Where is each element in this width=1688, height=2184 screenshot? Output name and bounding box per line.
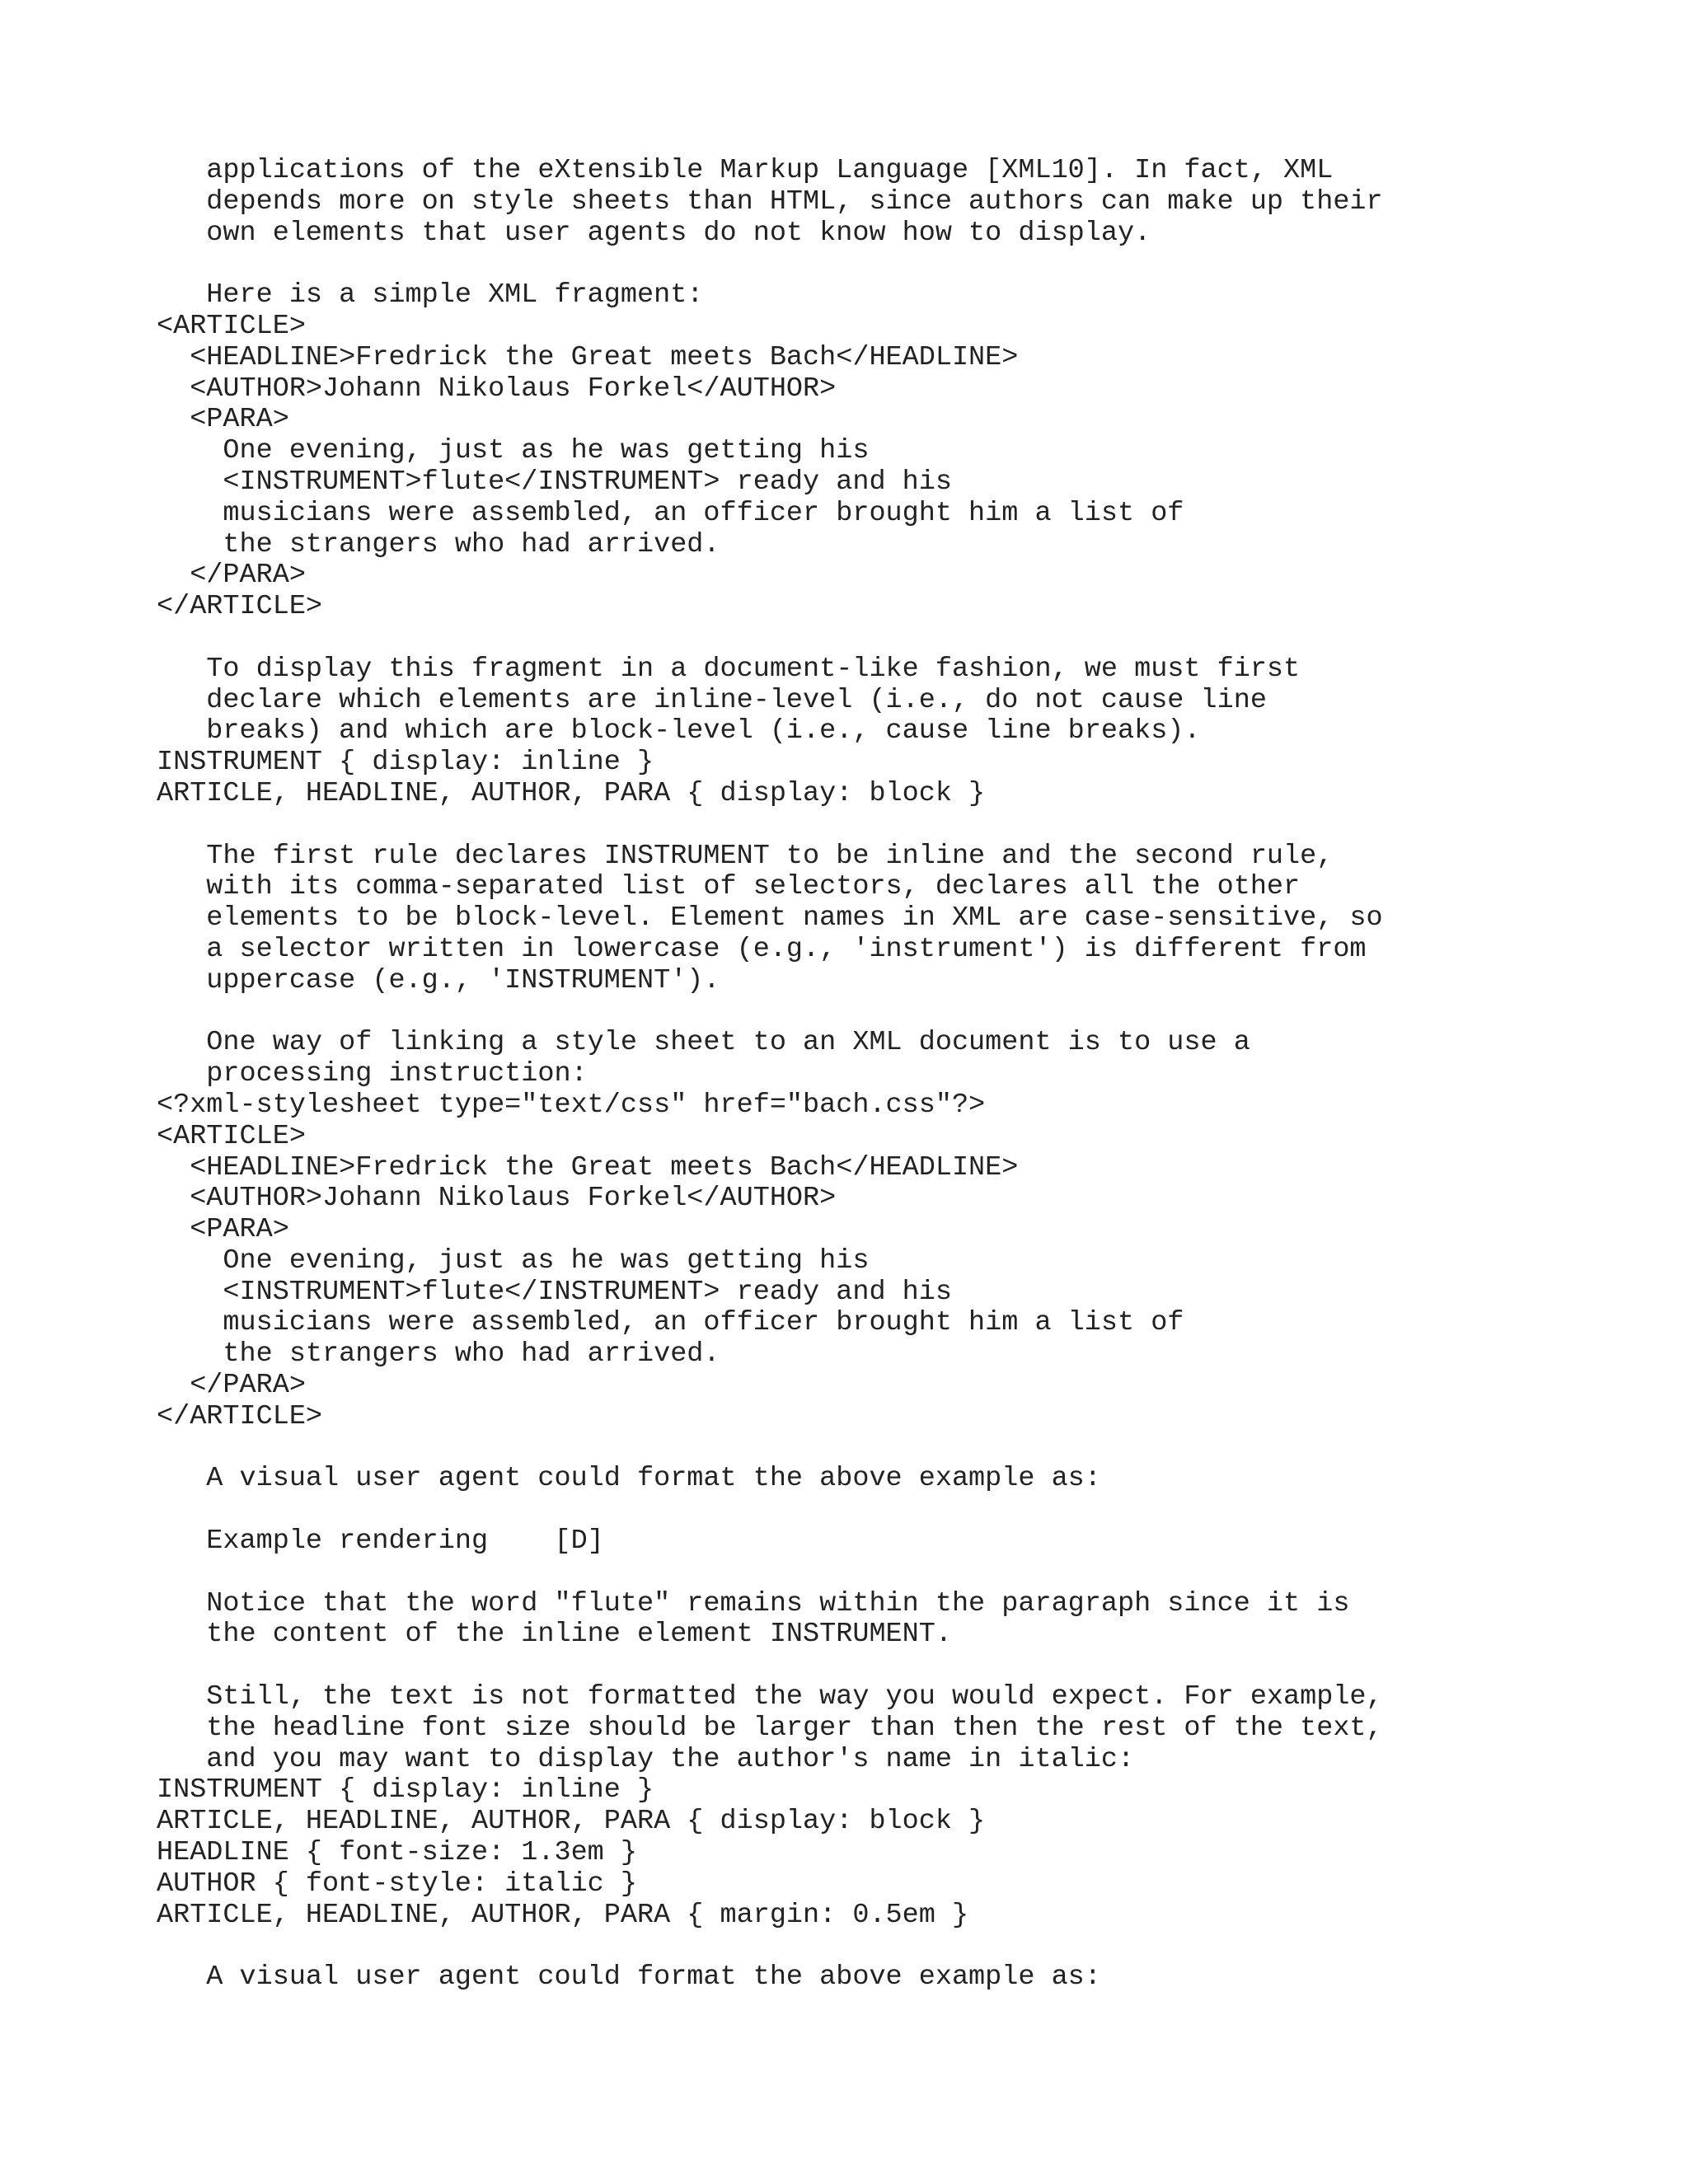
text-line: The first rule declares INSTRUMENT to be inline and the second rule, <box>157 840 1334 872</box>
text-line: musicians were assembled, an officer brought him a list of <box>157 497 1184 529</box>
blank-line <box>157 623 1383 654</box>
text-line: One evening, just as he was getting his <box>157 1244 870 1277</box>
text-line: </PARA> <box>157 560 306 592</box>
text-line: A visual user agent could format the above example as: <box>157 1463 1101 1495</box>
text-line: <ARTICLE> <box>157 1120 306 1152</box>
text-line: </PARA> <box>157 1370 306 1402</box>
text-line: A visual user agent could format the above example as: <box>157 1961 1101 1994</box>
text-line: a selector written in lowercase (e.g., 'instrument') is different from <box>157 933 1367 965</box>
text-line: ARTICLE, HEADLINE, AUTHOR, PARA { display: block } <box>157 777 986 809</box>
blank-line <box>157 1651 1383 1682</box>
text-line: INSTRUMENT { display: inline } <box>157 1774 654 1807</box>
text-line: processing instruction: <box>157 1058 588 1090</box>
text-line: <INSTRUMENT>flute</INSTRUMENT> ready and his <box>157 1276 952 1308</box>
text-line: Notice that the word "flute" remains within the paragraph since it is <box>157 1587 1350 1619</box>
text-line: with its comma-separated list of selectors, declares all the other <box>157 871 1301 903</box>
text-line: <INSTRUMENT>flute</INSTRUMENT> ready and his <box>157 466 952 498</box>
text-line: own elements that user agents do not know how to display. <box>157 217 1151 249</box>
text-line: ARTICLE, HEADLINE, AUTHOR, PARA { display: block } <box>157 1806 986 1838</box>
text-line: <?xml-stylesheet type="text/css" href="bach.css"?> <box>157 1089 986 1121</box>
text-line: Here is a simple XML fragment: <box>157 279 704 312</box>
text-line: and you may want to display the author's name in italic: <box>157 1743 1135 1775</box>
text-line: ARTICLE, HEADLINE, AUTHOR, PARA { margin: 0.5em } <box>157 1899 969 1931</box>
text-line: the strangers who had arrived. <box>157 528 720 560</box>
blank-line <box>157 1558 1383 1589</box>
text-line: musicians were assembled, an officer brought him a list of <box>157 1307 1184 1339</box>
text-line: declare which elements are inline-level (i.e., do not cause line <box>157 684 1267 716</box>
text-line: the content of the inline element INSTRUMENT. <box>157 1619 952 1651</box>
text-line: elements to be block-level. Element names in XML are case-sensitive, so <box>157 902 1383 935</box>
text-line: breaks) and which are block-level (i.e., cause line breaks). <box>157 715 1201 748</box>
text-line: the strangers who had arrived. <box>157 1338 720 1371</box>
text-line: AUTHOR { font-style: italic } <box>157 1868 637 1900</box>
text-line: One way of linking a style sheet to an XML document is to use a <box>157 1027 1250 1059</box>
text-line: To display this fragment in a document-like fashion, we must first <box>157 653 1301 685</box>
blank-line <box>157 249 1383 280</box>
text-line: uppercase (e.g., 'INSTRUMENT'). <box>157 964 720 996</box>
text-line: </ARTICLE> <box>157 591 323 623</box>
text-line: HEADLINE { font-size: 1.3em } <box>157 1837 637 1869</box>
blank-line <box>157 1495 1383 1526</box>
text-line: <HEADLINE>Fredrick the Great meets Bach</HEADLINE> <box>157 1151 1019 1183</box>
text-line: Still, the text is not formatted the way you would expect. For example, <box>157 1681 1383 1713</box>
document-text <box>157 156 1383 1994</box>
text-line: One evening, just as he was getting his <box>157 435 870 467</box>
blank-line <box>157 1433 1383 1465</box>
blank-line <box>157 997 1383 1029</box>
text-line: <PARA> <box>157 404 289 436</box>
text-line: Example rendering [D] <box>157 1526 604 1558</box>
text-line: the headline font size should be larger than then the rest of the text, <box>157 1712 1383 1744</box>
text-line: depends more on style sheets than HTML, since authors can make up their <box>157 185 1383 218</box>
text-line: <AUTHOR>Johann Nikolaus Forkel</AUTHOR> <box>157 373 837 405</box>
text-line: applications of the eXtensible Markup Language [XML10]. In fact, XML <box>157 155 1334 186</box>
text-line: INSTRUMENT { display: inline } <box>157 747 654 779</box>
text-line: <ARTICLE> <box>157 310 306 342</box>
text-line: <AUTHOR>Johann Nikolaus Forkel</AUTHOR> <box>157 1183 837 1215</box>
blank-line <box>157 1931 1383 1962</box>
text-line: </ARTICLE> <box>157 1400 323 1432</box>
text-line: <HEADLINE>Fredrick the Great meets Bach</HEADLINE> <box>157 341 1019 373</box>
text-line: <PARA> <box>157 1214 289 1246</box>
blank-line <box>157 810 1383 841</box>
